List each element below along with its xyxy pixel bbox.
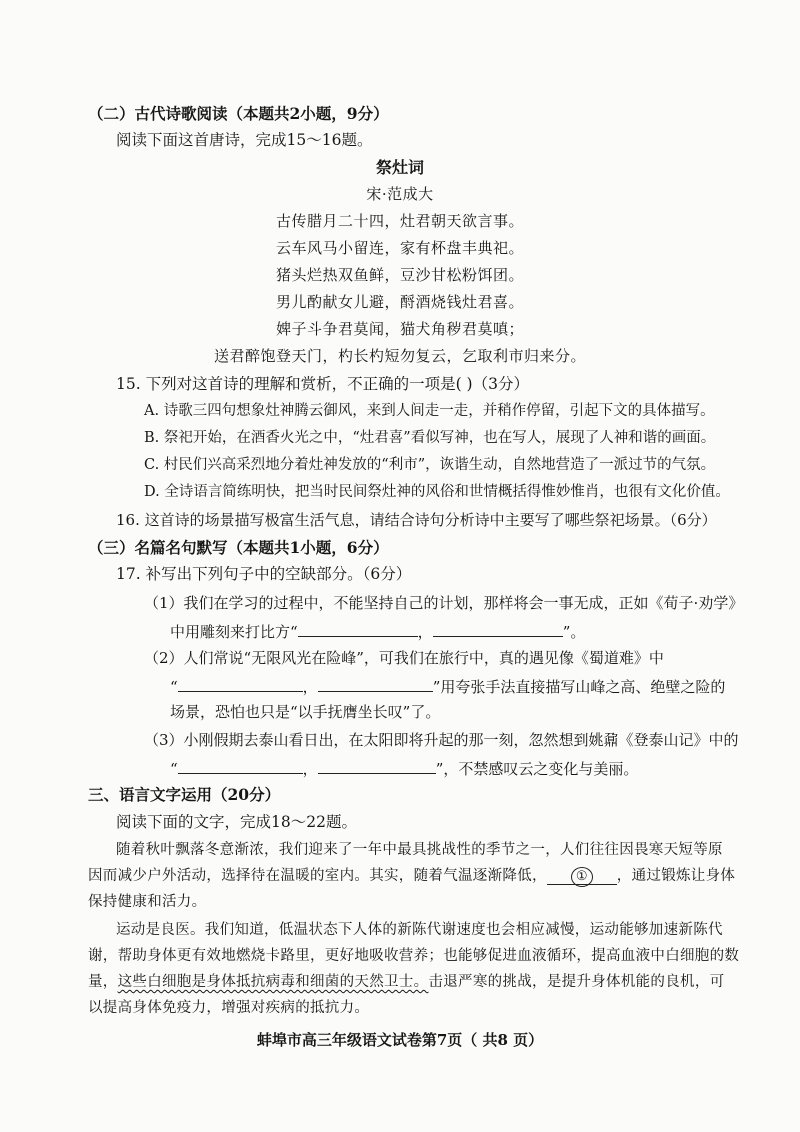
poem-line: 婢子斗争君莫闻，猫犬角秽君莫嗔； (275, 320, 524, 338)
passage-p2-line-2: 谢，帮助身体更有效地燃烧卡路里，更好地吸收营养；也能够促进血液循环，提高血液中白细胞的数 (88, 948, 740, 964)
poem-line: 古传腊月二十四，灶君朝天欲言事。 (275, 212, 524, 230)
question-17-item-3-line-1: （3）小刚假期去泰山看日出，在太阳即将升起的那一刻，忽然想到姚鼐《登泰山记》中的 (144, 731, 739, 749)
question-17-stem: 17. 补写出下列句子中的空缺部分。（6分） (116, 565, 412, 583)
passage-p1-line-1: 随着秋叶飘落冬意渐浓，我们迎来了一年中最具挑战性的季节之一，人们往往因畏寒天短等原 (116, 842, 723, 858)
question-15-stem: 15. 下列对这首诗的理解和赏析，不正确的一项是( )（3分） (116, 375, 529, 393)
answer-blank[interactable] (318, 675, 433, 692)
item-2-open-quote: “ (170, 678, 178, 696)
question-15-option-b: B. 祭祀开始，在酒香火光之中，“灶君喜”看似写神，也在写人，展现了人神和谐的画面。 (144, 430, 716, 446)
language-instruction: 阅读下面的文字，完成18～22题。 (116, 813, 357, 831)
question-15-option-d: D. 全诗语言简练明快，把当时民间祭灶神的风俗和世情概括得惟妙惟肖，也很有文化价值。 (144, 484, 730, 500)
poem-line: 猪头烂热双鱼鲜，豆沙甘松粉饵团。 (275, 266, 524, 284)
poem-title: 祭灶词 (375, 158, 424, 177)
answer-blank[interactable] (178, 757, 303, 774)
poem-line: 云车风马小留连，家有杯盘丰典祀。 (275, 239, 524, 257)
passage-p2-line-4: 以提高身体免疫力，增强对疾病的抵抗力。 (88, 1000, 370, 1016)
question-15-option-a: A. 诗歌三四句想象灶神腾云御风，来到人间走一走，并稍作停留，引起下文的具体描写。 (144, 403, 715, 419)
question-17-item-3-line-2 (170, 757, 638, 779)
wavy-underlined-sentence: 这些白细胞是身体抵抗病毒和细菌的天然卫士。 (117, 974, 429, 990)
item-2-suffix: ”用夸张手法直接描写山峰之高、绝壁之险的 (432, 678, 726, 696)
question-17-item-2-line-3: 场景，恐怕也只是“以手抚膺坐长叹”了。 (170, 703, 441, 721)
question-17-item-2-line-1: （2）人们常说“无限风光在险峰”，可我们在旅行中，真的遇见像《蜀道难》中 (144, 649, 664, 667)
passage-text: ，通过锻炼让身体 (616, 868, 736, 884)
item-1-comma: ， (417, 623, 433, 641)
question-17-item-1-line-2 (170, 620, 585, 642)
question-16-stem: 16. 这首诗的场景描写极富生活气息，请结合诗句分析诗中主要写了哪些祭祀场景。（6分） (116, 511, 717, 529)
passage-p1-line-2 (88, 866, 735, 886)
poem-line: 男儿酌献女儿避，酹酒烧钱灶君喜。 (275, 293, 524, 311)
answer-blank-1[interactable] (547, 866, 617, 885)
blank-marker-1: ① (571, 867, 593, 887)
item-3-comma: ， (302, 760, 318, 778)
passage-p2-line-3 (88, 972, 724, 992)
item-3-suffix: ”，不禁感叹云之变化与美丽。 (435, 760, 639, 778)
question-17-item-1-line-1: （1）我们在学习的过程中，不能坚持自己的计划，那样将会一事无成，正如《荀子·劝学》 (144, 594, 744, 612)
passage-p2-line-1: 运动是良医。我们知道，低温状态下人体的新陈代谢速度也会相应减慢，运动能够加速新陈代 (116, 922, 723, 938)
passage-p1-line-3: 保持健康和活力。 (88, 894, 207, 910)
page-footer: 蚌埠市高三年级语文试卷第7页（ 共8 页） (256, 1031, 544, 1049)
question-15-option-c: C. 村民们兴高采烈地分着灶神发放的“利市”，诙谐生动，自然地营造了一派过节的气氛。 (144, 457, 716, 473)
section-heading-language: 三、语言文字运用（20分） (88, 785, 281, 804)
answer-blank[interactable] (433, 620, 563, 637)
poetry-instruction: 阅读下面这首唐诗，完成15～16题。 (116, 131, 373, 149)
section-heading-poetry: （二）古代诗歌阅读（本题共2小题，9分） (88, 104, 389, 123)
section-heading-recitation: （三）名篇名句默写（本题共1小题，6分） (88, 538, 389, 557)
answer-blank[interactable] (178, 675, 303, 692)
item-2-comma: ， (302, 678, 318, 696)
item-3-open-quote: “ (170, 760, 178, 778)
passage-text: 量， (88, 974, 118, 990)
item-1-prefix: 中用雕刻来打比方“ (170, 623, 298, 641)
poem-line: 送君醉饱登天门，杓长杓短勿复云，乞取利市归来分。 (213, 347, 586, 365)
poem-author: 宋·范成大 (366, 185, 434, 203)
passage-text: 击退严寒的挑战，是提升身体机能的良机，可 (428, 974, 725, 990)
question-17-item-2-line-2 (170, 675, 725, 697)
item-1-suffix: ”。 (562, 623, 586, 641)
answer-blank[interactable] (298, 620, 418, 637)
answer-blank[interactable] (318, 757, 436, 774)
passage-text: 因而减少户外活动，选择待在温暖的室内。其实，随着气温逐渐降低， (88, 868, 547, 884)
